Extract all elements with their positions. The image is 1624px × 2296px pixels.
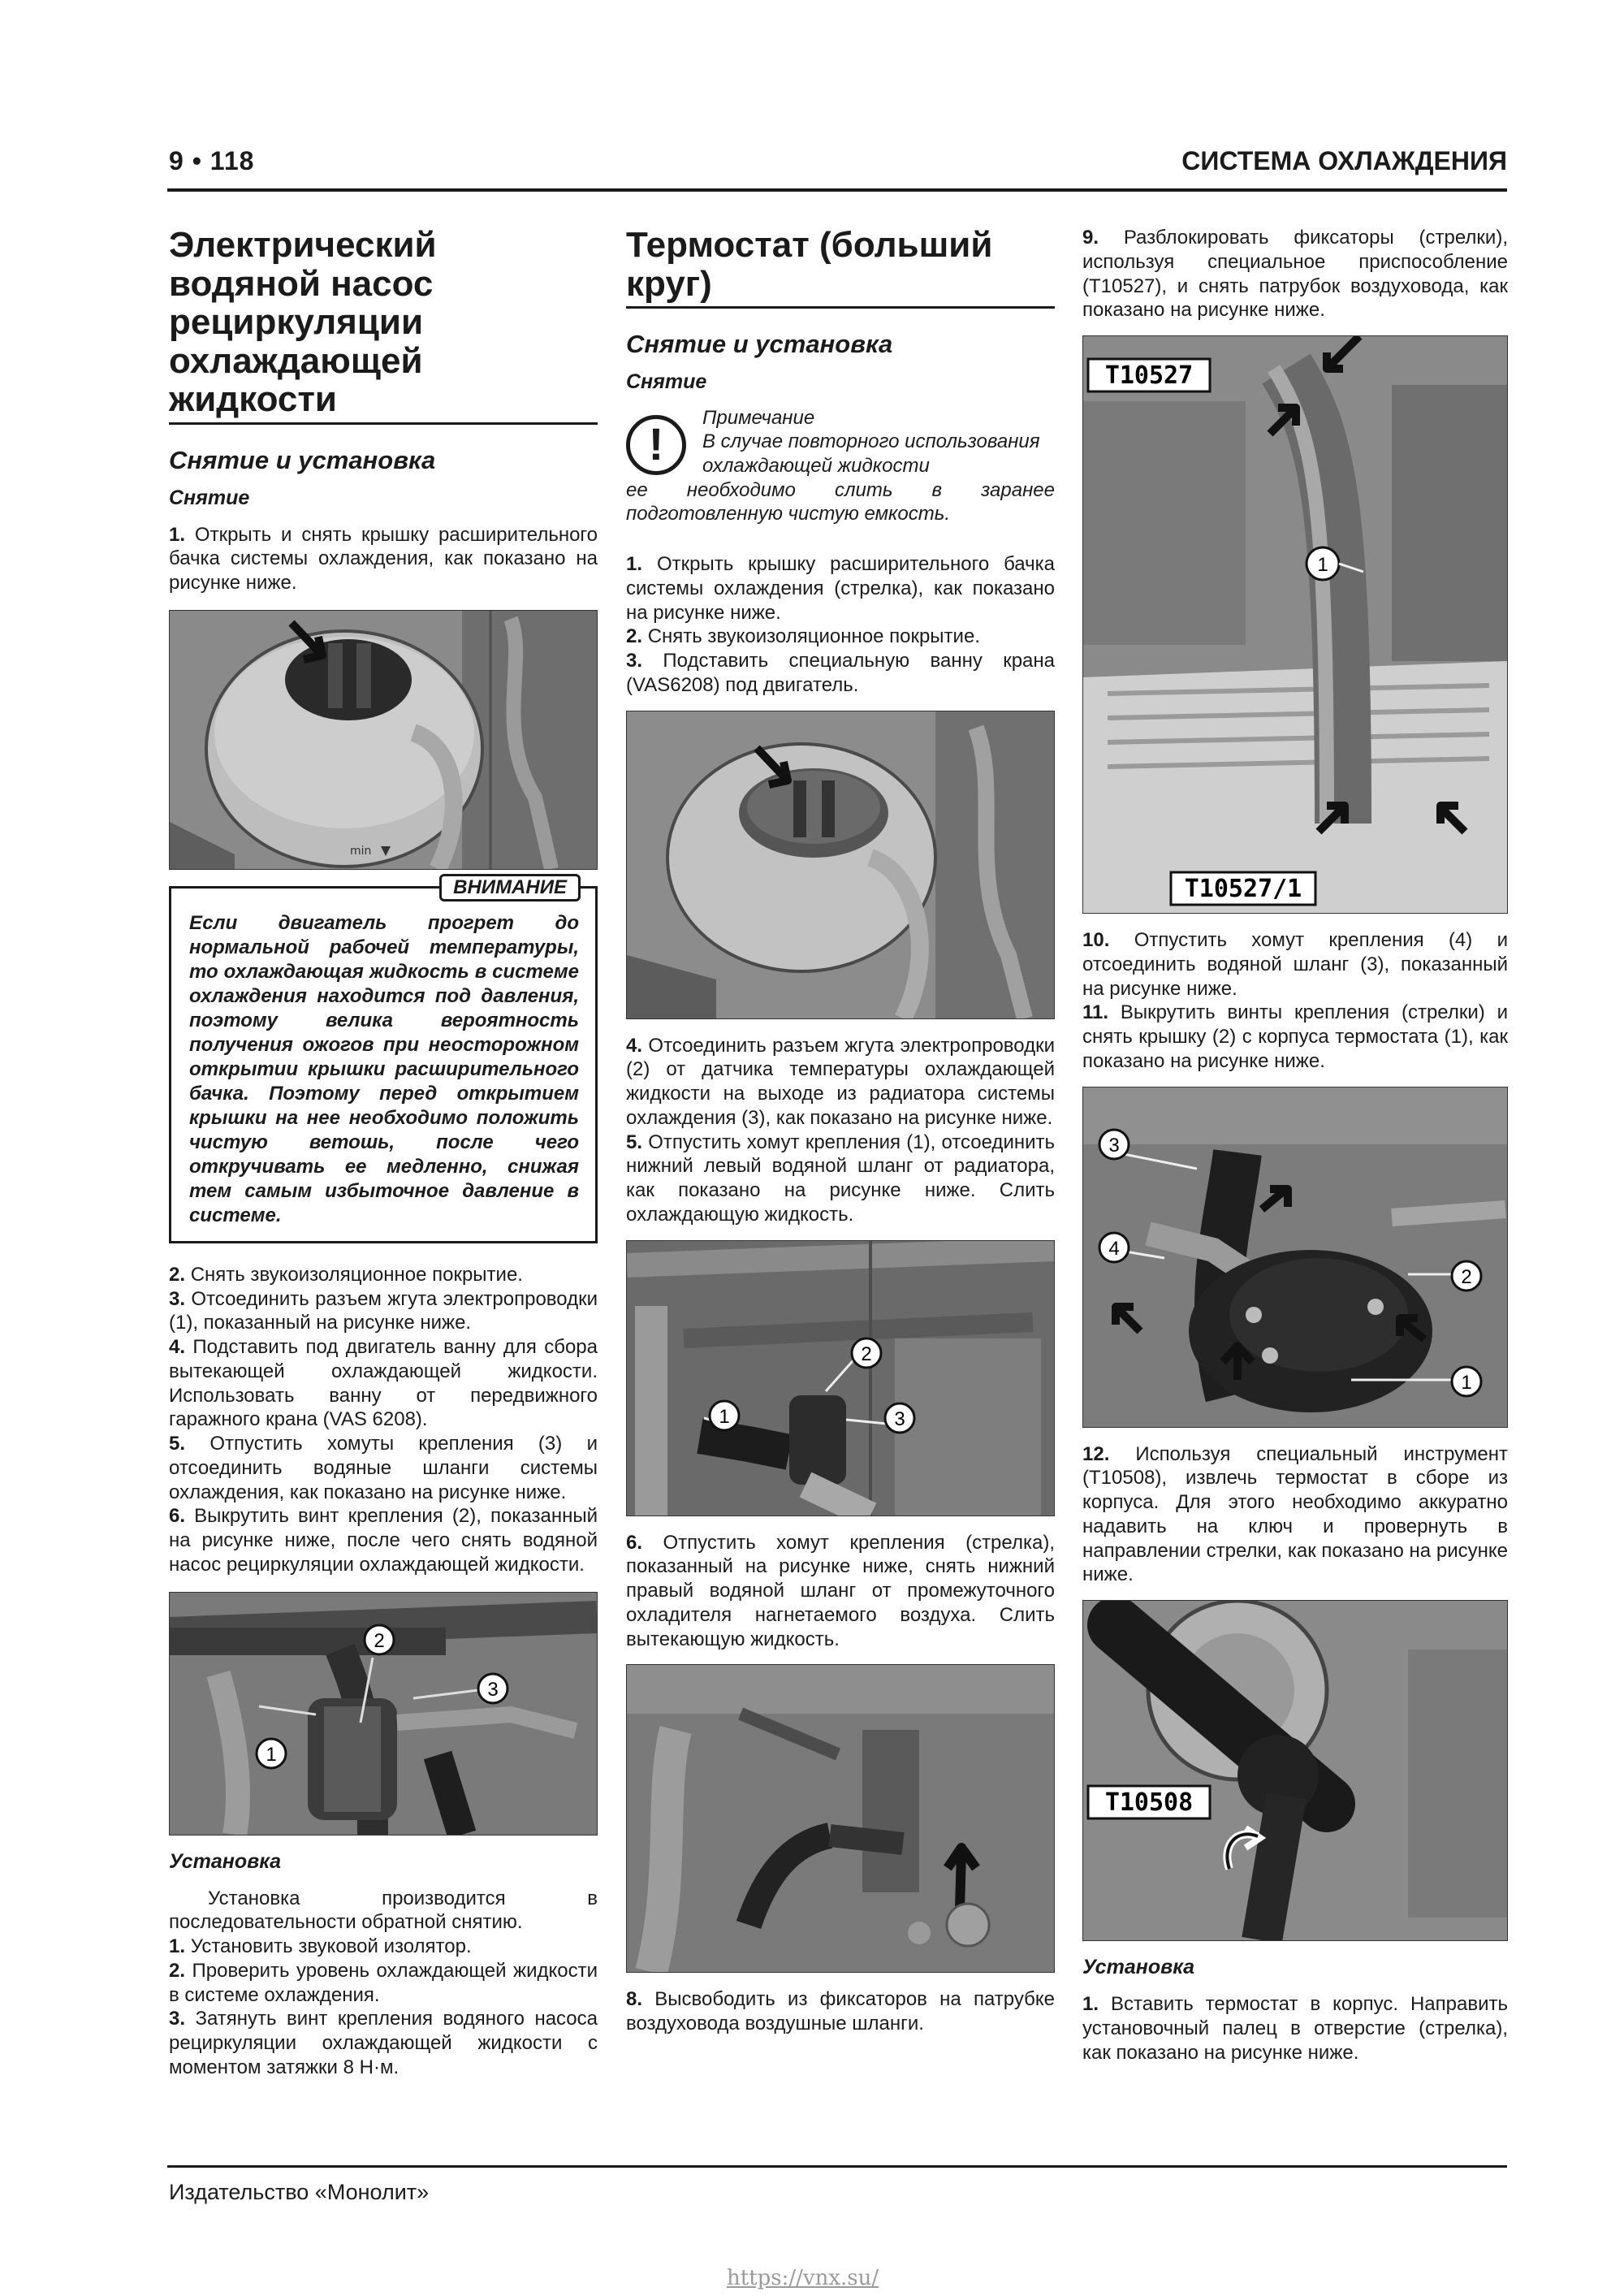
footer-rule xyxy=(167,2165,1507,2168)
install-heading: Установка xyxy=(1082,1956,1195,1978)
page-number: 9 • 118 xyxy=(169,146,255,175)
figure-temp-sensor xyxy=(626,1240,1055,1516)
tool-label-t10508: T10508 xyxy=(1104,1788,1194,1817)
step-10: 10. Отпустить хомут крепления (4) и отсоединить водяной шланг (3), показанный на рисунке ниже. xyxy=(1082,929,1508,1000)
install-step-1: 1. Установить звуковой изолятор. xyxy=(169,1935,472,1958)
install-intro: Установка производится в последовательности обратной снятию. xyxy=(169,1887,598,1934)
figure-air-duct xyxy=(1082,335,1508,914)
callout-3: 3 xyxy=(894,1407,905,1430)
step-8: 8. Высвободить из фиксаторов на патрубке воздуховода воздушные шланги. xyxy=(626,1988,1055,2035)
step-4: 4. Подставить под двигатель ванну для сбора вытекающей охлаждающей жидкости. Использовать ванну от передвижного гаражного крана (VAS 6208). xyxy=(169,1336,598,1431)
callout-1: 1 xyxy=(1461,1371,1472,1394)
callout-4: 4 xyxy=(1108,1237,1120,1260)
removal-heading: Снятие xyxy=(169,486,250,509)
article-title-thermostat: Термостат (больший круг) xyxy=(626,225,993,304)
callout-1: 1 xyxy=(266,1743,277,1766)
warning-label: ВНИМАНИЕ xyxy=(439,874,581,902)
expansion-tank-illustration xyxy=(170,611,597,869)
figure-thermostat-tool xyxy=(1082,1600,1508,1941)
install-step-2: 2. Проверить уровень охлаждающей жидкости в системе охлаждения. xyxy=(169,1959,598,2006)
section-title: СИСТЕМА ОХЛАЖДЕНИЯ xyxy=(1181,146,1507,175)
note-text: В случае повторного использования охлаждающей жидкости xyxy=(702,430,1040,477)
step-4: 4. Отсоединить разъем жгута электропроводки (2) от датчика температуры охлаждающей жидкости на выходе из радиатора системы охлаждения (3), как показано на рисунке ниже. xyxy=(626,1034,1055,1129)
publisher: Издательство «Монолит» xyxy=(169,2180,430,2204)
callout-1: 1 xyxy=(1317,554,1328,576)
step-2: 2. Снять звукоизоляционное покрытие. xyxy=(626,625,980,648)
step-2: 2. Снять звукоизоляционное покрытие. xyxy=(169,1263,523,1286)
article-title-pump: Электрический водяной насос рециркуляции охлаждающей жидкости xyxy=(169,225,437,420)
step-12: 12. Используя специальный инструмент (T10508), извлечь термостат в сборе из корпуса. Для этого необходимо аккуратно надавить на ключ и провернуть в направлении стрелки, как показано на рисунке ниже. xyxy=(1082,1442,1509,1586)
temp-sensor-illustration xyxy=(627,1241,1054,1516)
note-box xyxy=(626,407,1055,526)
exclamation-icon: ! xyxy=(626,415,686,475)
step-5: 5. Отпустить хомуты крепления (3) и отсоединить водяные шланги системы охлаждения, как показано на рисунке ниже. xyxy=(169,1433,598,1503)
callout-2: 2 xyxy=(861,1343,872,1365)
thermostat-cover-illustration xyxy=(1083,1087,1507,1427)
callout-1: 1 xyxy=(719,1405,730,1428)
subtitle-removal-install: Снятие и установка xyxy=(169,445,436,474)
callout-2: 2 xyxy=(374,1629,385,1652)
figure-expansion-tank xyxy=(169,610,598,870)
tool-label-t10527: T10527 xyxy=(1104,361,1194,390)
air-duct-illustration xyxy=(1083,336,1507,913)
source-url-watermark[interactable]: https://vnx.su/ xyxy=(727,2266,879,2290)
callout-3: 3 xyxy=(487,1678,499,1701)
title-rule xyxy=(169,422,598,425)
step-3: 3. Отсоединить разъем жгута электропроводки (1), показанный на рисунке ниже. xyxy=(169,1287,598,1334)
step-6: 6. Выкрутить винт крепления (2), показанный на рисунке ниже, после чего снять водяной насос рециркуляции охлаждающей жидкости. xyxy=(169,1505,598,1576)
subtitle-removal-install: Снятие и установка xyxy=(626,330,893,359)
callout-3: 3 xyxy=(1108,1134,1120,1157)
step-1: 1. Открыть крышку расширительного бачка системы охлаждения (стрелка), как показано на рисунке ниже. xyxy=(626,553,1056,624)
figure-expansion-tank-cap xyxy=(626,711,1055,1019)
hose-clamp-illustration xyxy=(627,1665,1054,1972)
tool-label-t10527-1: T10527/1 xyxy=(1184,875,1302,903)
step-1: 1. Открыть и снять крышку расширительного бачка системы охлаждения, как показано на рисунке ниже. xyxy=(169,523,598,595)
step-9: 9. Разблокировать фиксаторы (стрелки), используя специальное приспособление (T10527), и снять патрубок воздуховода, как показано на рисунке ниже. xyxy=(1082,227,1508,322)
title-rule xyxy=(626,306,1055,309)
install-step-3: 3. Затянуть винт крепления водяного насоса рециркуляции охлаждающей жидкости с моментом затяжки 8 Н·м. xyxy=(169,2008,598,2078)
header-rule xyxy=(167,188,1507,192)
install-step-1: 1. Вставить термостат в корпус. Направить установочный палец в отверстие (стрелка), как показано на рисунке ниже. xyxy=(1082,1993,1508,2064)
note-text-continued: ее необходимо слить в заранее подготовленную чистую емкость. xyxy=(626,478,1055,525)
column-1 xyxy=(169,226,598,2080)
callout-2: 2 xyxy=(1461,1265,1472,1288)
recirculation-pump-illustration xyxy=(170,1593,597,1835)
figure-hose-clamp xyxy=(626,1664,1055,1973)
warning-text: Если двигатель прогрет до нормальной рабочей температуры, то охлаждающая жидкость в системе охлаждения находится под давления, поэтому велика вероятность получения ожогов при неосторожном открытии крышки расширительного бачка. Поэтому перед открытием крышки на нее необходимо положить чистую ветошь, после чего откручивать ее медленно, снижая тем самым избыточное давление в системе. xyxy=(189,911,579,1226)
step-5: 5. Отпустить хомут крепления (1), отсоединить нижний левый водяной шланг от радиатора, как показано на рисунке ниже. Слить охлаждающую жидкость. xyxy=(626,1131,1056,1226)
column-3 xyxy=(1082,226,1508,2065)
figure-thermostat-cover xyxy=(1082,1087,1508,1428)
step-6: 6. Отпустить хомут крепления (стрелка), показанный на рисунке ниже, снять нижний правый водяной шланг от промежуточного охладителя нагнетаемого воздуха. Слить вытекающую жидкость. xyxy=(626,1531,1055,1650)
removal-heading: Снятие xyxy=(626,370,707,394)
step-3: 3. Подставить специальную ванну крана (VAS6208) под двигатель. xyxy=(626,650,1055,696)
figure-recirculation-pump xyxy=(169,1592,598,1836)
column-2 xyxy=(626,226,1055,2036)
expansion-tank-cap-illustration xyxy=(627,711,1054,1018)
install-heading: Установка xyxy=(169,1849,282,1873)
warning-box xyxy=(169,876,598,1243)
step-11: 11. Выкрутить винты крепления (стрелки) и снять крышку (2) с корпуса термостата (1), как показано на рисунке ниже. xyxy=(1082,1001,1508,1072)
thermostat-tool-illustration xyxy=(1083,1601,1507,1940)
min-mark-label: min xyxy=(350,844,372,858)
note-title: Примечание xyxy=(702,407,815,430)
